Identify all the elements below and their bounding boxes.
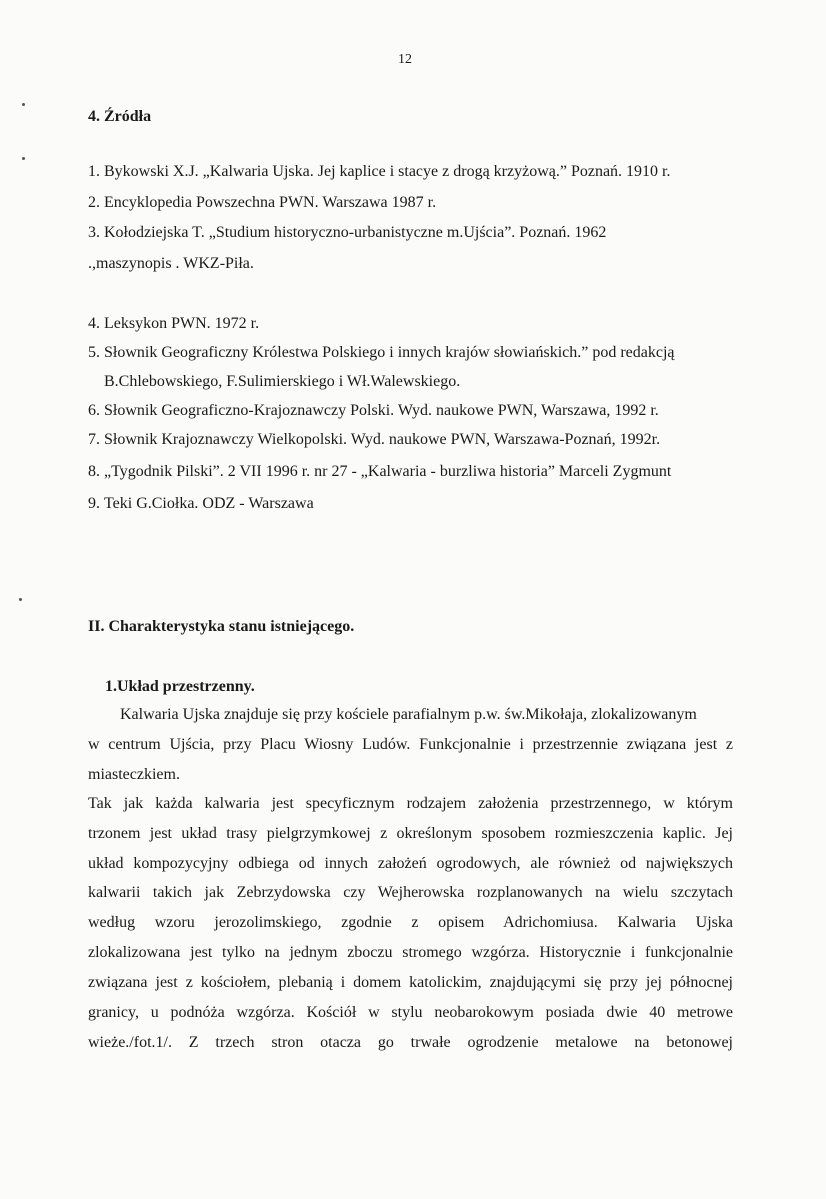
paragraph-line: układ kompozycyjny odbiega od innych założeń ogrodowych, ale również od największych (88, 855, 733, 872)
reference-item: 6. Słownik Geograficzno-Krajoznawczy Polski. Wyd. naukowe PWN, Warszawa, 1992 r. (88, 402, 659, 419)
paragraph-line: związana jest z kościołem, plebanią i domem katolickim, znajdującymi się przy jej północnej (88, 974, 733, 991)
paragraph-line: miasteczkiem. (88, 766, 180, 783)
scan-speck (19, 598, 22, 601)
paragraph-line: granicy, u podnóża wzgórza. Kościół w stylu neobarokowym posiada dwie 40 metrowe (88, 1004, 733, 1021)
paragraph-line: Tak jak każda kalwaria jest specyficznym rodzajem założenia przestrzennego, w którym (88, 795, 733, 812)
scan-speck (22, 103, 25, 106)
subsection-heading: 1.Układ przestrzenny. (105, 678, 255, 695)
reference-item-continuation: B.Chlebowskiego, F.Sulimierskiego i Wł.Walewskiego. (104, 373, 461, 390)
reference-item: 7. Słownik Krajoznawczy Wielkopolski. Wyd. naukowe PWN, Warszawa-Poznań, 1992r. (88, 431, 661, 448)
reference-item: 8. „Tygodnik Pilski”. 2 VII 1996 r. nr 27 - „Kalwaria - burzliwa historia” Marceli Zygmunt (88, 463, 672, 480)
reference-item: 3. Kołodziejska T. „Studium historyczno-urbanistyczne m.Ujścia”. Poznań. 1962 (88, 224, 607, 241)
paragraph-line: zlokalizowana jest tylko na jednym zboczu stromego wzgórza. Historycznie i funkcjonalnie (88, 944, 733, 961)
reference-item: 1. Bykowski X.J. „Kalwaria Ujska. Jej kaplice i stacye z drogą krzyżową.” Poznań. 1910 r. (88, 163, 671, 180)
section-heading: II. Charakterystyka stanu istniejącego. (88, 618, 355, 635)
paragraph-line: w centrum Ujścia, przy Placu Wiosny Ludów. Funkcjonalnie i przestrzennie związana jest z (88, 736, 733, 753)
reference-item-continuation: .,maszynopis . WKZ-Piła. (88, 255, 254, 272)
paragraph-line: kalwarii takich jak Zebrzydowska czy Wejherowska rozplanowanych na wielu szczytach (88, 884, 733, 901)
page-number: 12 (398, 52, 412, 67)
scan-speck (22, 157, 25, 160)
reference-item: 5. Słownik Geograficzny Królestwa Polskiego i innych krajów słowiańskich.” pod redakcją (88, 344, 675, 361)
paragraph-line: trzonem jest układ trasy pielgrzymkowej z określonym sposobem rozmieszczenia kaplic. Jej (88, 825, 733, 842)
sources-heading: 4. Źródła (88, 108, 152, 125)
paragraph-line: Kalwaria Ujska znajduje się przy kościele parafialnym p.w. św.Mikołaja, zlokalizowanym (120, 706, 697, 723)
paragraph-line: wieże./fot.1/. Z trzech stron otacza go trwałe ogrodzenie metalowe na betonowej (88, 1034, 733, 1051)
reference-item: 4. Leksykon PWN. 1972 r. (88, 315, 260, 332)
reference-item: 9. Teki G.Ciołka. ODZ - Warszawa (88, 495, 314, 512)
reference-item: 2. Encyklopedia Powszechna PWN. Warszawa 1987 r. (88, 194, 437, 211)
paragraph-line: według wzoru jerozolimskiego, zgodnie z opisem Adrichomiusa. Kalwaria Ujska (88, 914, 733, 931)
